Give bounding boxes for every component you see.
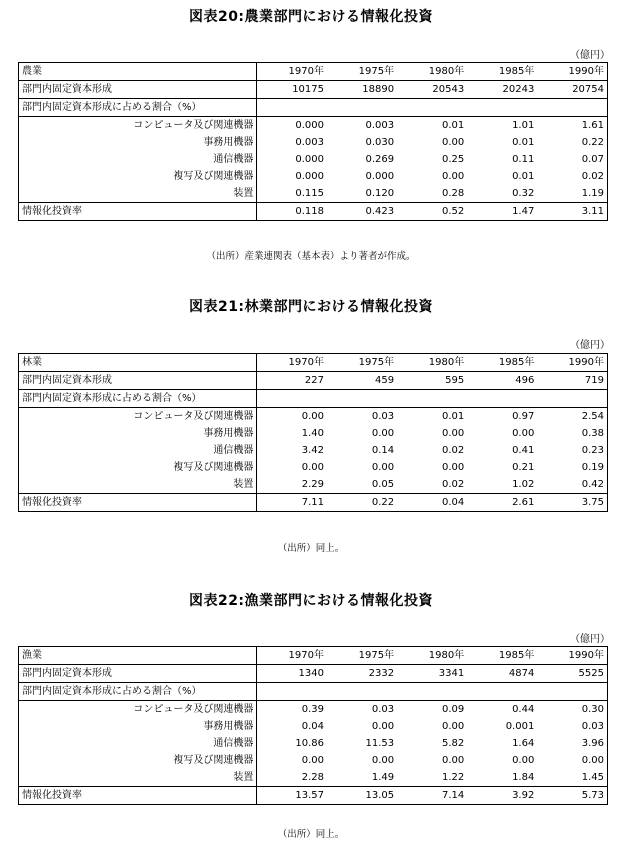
table-row bbox=[19, 701, 608, 719]
row-value: 0.03 bbox=[371, 704, 395, 715]
capital-value: 496 bbox=[467, 372, 537, 390]
empty-cell bbox=[257, 683, 327, 701]
row-value: 5.82 bbox=[441, 738, 465, 749]
share-label: 部門内固定資本形成に占める割合（%） bbox=[19, 390, 257, 408]
row-value: 0.00 bbox=[371, 462, 395, 473]
row-label: 通信機器 bbox=[19, 735, 257, 752]
row-value: 3.96 bbox=[537, 735, 607, 752]
unit-label: （億円） bbox=[570, 634, 610, 645]
total-row bbox=[19, 787, 608, 805]
year-header: 1980年 bbox=[397, 63, 467, 81]
unit-label: （億円） bbox=[570, 340, 610, 351]
row-value: 0.25 bbox=[441, 154, 465, 165]
row-value: 0.00 bbox=[512, 755, 535, 766]
row-value: 1.19 bbox=[537, 185, 607, 203]
row-value: 1.22 bbox=[397, 769, 467, 787]
row-value: 0.269 bbox=[365, 154, 395, 165]
row-value: 0.00 bbox=[441, 755, 465, 766]
total-value: 7.14 bbox=[397, 787, 467, 805]
total-value: 2.61 bbox=[467, 494, 537, 512]
table-row bbox=[19, 752, 608, 769]
row-value: 0.000 bbox=[295, 171, 324, 182]
capital-value: 1340 bbox=[257, 665, 327, 683]
row-value: 0.01 bbox=[512, 171, 535, 182]
capital-row bbox=[19, 665, 608, 683]
total-value: 0.04 bbox=[397, 494, 467, 512]
header-row bbox=[19, 647, 608, 665]
table-row bbox=[19, 185, 608, 203]
row-value: 0.00 bbox=[371, 428, 395, 439]
row-value: 0.00 bbox=[441, 137, 465, 148]
row-value: 0.03 bbox=[371, 411, 395, 422]
total-value: 0.423 bbox=[327, 203, 397, 221]
row-value: 0.38 bbox=[537, 425, 607, 442]
row-value: 0.01 bbox=[512, 137, 535, 148]
row-value: 0.01 bbox=[441, 411, 465, 422]
row-value: 0.00 bbox=[371, 721, 395, 732]
capital-value: 2332 bbox=[327, 665, 397, 683]
row-value: 0.42 bbox=[537, 476, 607, 494]
row-value: 0.02 bbox=[397, 476, 467, 494]
capital-value: 3341 bbox=[397, 665, 467, 683]
table-row bbox=[19, 408, 608, 426]
row-label: 複写及び関連機器 bbox=[19, 459, 257, 476]
table-row bbox=[19, 168, 608, 185]
row-value: 1.02 bbox=[467, 476, 537, 494]
row-value: 0.00 bbox=[301, 411, 324, 422]
empty-cell bbox=[327, 390, 397, 408]
empty-cell bbox=[537, 390, 607, 408]
share-header-row bbox=[19, 390, 608, 408]
year-header: 1980年 bbox=[397, 354, 467, 372]
row-value: 10.86 bbox=[295, 738, 324, 749]
total-value: 3.75 bbox=[537, 494, 607, 512]
year-header: 1975年 bbox=[327, 63, 397, 81]
header-row bbox=[19, 354, 608, 372]
row-value: 0.02 bbox=[537, 168, 607, 185]
row-value: 0.115 bbox=[257, 185, 327, 203]
year-header: 1985年 bbox=[467, 647, 537, 665]
total-value: 5.73 bbox=[537, 787, 607, 805]
empty-cell bbox=[257, 99, 327, 117]
table-row bbox=[19, 735, 608, 752]
row-value: 0.02 bbox=[441, 445, 465, 456]
empty-cell bbox=[537, 99, 607, 117]
capital-value: 20543 bbox=[397, 81, 467, 99]
row-label: 通信機器 bbox=[19, 442, 257, 459]
empty-cell bbox=[327, 683, 397, 701]
row-value: 0.05 bbox=[327, 476, 397, 494]
total-row bbox=[19, 494, 608, 512]
sector-label: 農業 bbox=[19, 63, 257, 81]
table-title: 図表22:漁業部門における情報化投資 bbox=[188, 593, 434, 609]
capital-value: 5525 bbox=[537, 665, 607, 683]
row-value: 0.003 bbox=[365, 120, 395, 131]
total-value: 0.22 bbox=[327, 494, 397, 512]
capital-label: 部門内固定資本形成 bbox=[19, 665, 257, 683]
row-value: 1.61 bbox=[537, 117, 607, 135]
empty-cell bbox=[467, 683, 537, 701]
capital-value: 595 bbox=[397, 372, 467, 390]
row-value: 1.64 bbox=[512, 738, 535, 749]
row-value: 0.00 bbox=[371, 755, 395, 766]
row-value: 1.40 bbox=[301, 428, 324, 439]
total-value: 3.11 bbox=[537, 203, 607, 221]
row-label: 装置 bbox=[19, 185, 257, 203]
table-row bbox=[19, 151, 608, 168]
row-label: 複写及び関連機器 bbox=[19, 752, 257, 769]
empty-cell bbox=[467, 390, 537, 408]
row-value: 1.49 bbox=[327, 769, 397, 787]
empty-cell bbox=[327, 99, 397, 117]
row-label: コンピュータ及び関連機器 bbox=[19, 701, 257, 719]
empty-cell bbox=[397, 683, 467, 701]
table-title: 図表21:林業部門における情報化投資 bbox=[188, 299, 434, 315]
year-header: 1970年 bbox=[257, 63, 327, 81]
year-header: 1975年 bbox=[327, 647, 397, 665]
row-value: 1.84 bbox=[467, 769, 537, 787]
row-label: 事務用機器 bbox=[19, 718, 257, 735]
total-value: 0.118 bbox=[257, 203, 327, 221]
row-value: 0.00 bbox=[441, 171, 465, 182]
row-value: 0.09 bbox=[441, 704, 465, 715]
row-value: 1.45 bbox=[537, 769, 607, 787]
row-value: 0.32 bbox=[467, 185, 537, 203]
empty-cell bbox=[397, 390, 467, 408]
total-label: 情報化投資率 bbox=[19, 203, 257, 221]
capital-value: 227 bbox=[257, 372, 327, 390]
row-value: 0.23 bbox=[537, 442, 607, 459]
share-label: 部門内固定資本形成に占める割合（%） bbox=[19, 99, 257, 117]
share-header-row bbox=[19, 683, 608, 701]
table-row bbox=[19, 769, 608, 787]
row-value: 0.30 bbox=[537, 701, 607, 719]
header-row bbox=[19, 63, 608, 81]
row-value: 0.11 bbox=[512, 154, 535, 165]
row-value: 2.28 bbox=[257, 769, 327, 787]
source-note: （出所）同上。 bbox=[277, 829, 345, 840]
total-label: 情報化投資率 bbox=[19, 494, 257, 512]
row-label: 事務用機器 bbox=[19, 134, 257, 151]
capital-label: 部門内固定資本形成 bbox=[19, 81, 257, 99]
capital-value: 10175 bbox=[257, 81, 327, 99]
capital-value: 20754 bbox=[537, 81, 607, 99]
row-value: 0.00 bbox=[441, 428, 465, 439]
capital-value: 18890 bbox=[327, 81, 397, 99]
year-header: 1985年 bbox=[467, 63, 537, 81]
share-header-row bbox=[19, 99, 608, 117]
source-note: （出所）同上。 bbox=[277, 543, 345, 554]
table-row bbox=[19, 718, 608, 735]
table-row bbox=[19, 134, 608, 151]
row-value: 0.04 bbox=[301, 721, 324, 732]
total-value: 0.52 bbox=[397, 203, 467, 221]
row-value: 0.001 bbox=[505, 721, 535, 732]
year-header: 1990年 bbox=[537, 647, 607, 665]
empty-cell bbox=[467, 99, 537, 117]
empty-cell bbox=[257, 390, 327, 408]
row-label: コンピュータ及び関連機器 bbox=[19, 408, 257, 426]
row-value: 11.53 bbox=[365, 738, 395, 749]
row-value: 0.01 bbox=[441, 120, 465, 131]
row-value: 1.01 bbox=[512, 120, 535, 131]
empty-cell bbox=[397, 99, 467, 117]
row-value: 2.29 bbox=[257, 476, 327, 494]
row-value: 0.003 bbox=[295, 137, 324, 148]
year-header: 1990年 bbox=[537, 63, 607, 81]
year-header: 1970年 bbox=[257, 647, 327, 665]
row-value: 0.28 bbox=[397, 185, 467, 203]
total-value: 13.05 bbox=[327, 787, 397, 805]
year-header: 1990年 bbox=[537, 354, 607, 372]
row-value: 0.39 bbox=[301, 704, 324, 715]
row-label: コンピュータ及び関連機器 bbox=[19, 117, 257, 135]
sector-label: 漁業 bbox=[19, 647, 257, 665]
table-row bbox=[19, 442, 608, 459]
year-header: 1970年 bbox=[257, 354, 327, 372]
total-row bbox=[19, 203, 608, 221]
row-label: 事務用機器 bbox=[19, 425, 257, 442]
row-value: 0.07 bbox=[537, 151, 607, 168]
row-value: 0.120 bbox=[327, 185, 397, 203]
total-value: 3.92 bbox=[467, 787, 537, 805]
row-value: 0.21 bbox=[512, 462, 535, 473]
year-header: 1980年 bbox=[397, 647, 467, 665]
year-header: 1985年 bbox=[467, 354, 537, 372]
total-label: 情報化投資率 bbox=[19, 787, 257, 805]
year-header: 1975年 bbox=[327, 354, 397, 372]
table-title: 図表20:農業部門における情報化投資 bbox=[188, 9, 434, 25]
total-value: 1.47 bbox=[467, 203, 537, 221]
row-value: 0.44 bbox=[512, 704, 535, 715]
sector-label: 林業 bbox=[19, 354, 257, 372]
row-value: 0.41 bbox=[512, 445, 535, 456]
row-value: 0.00 bbox=[441, 721, 465, 732]
capital-value: 4874 bbox=[467, 665, 537, 683]
table-row bbox=[19, 476, 608, 494]
row-value: 0.14 bbox=[371, 445, 395, 456]
row-value: 0.00 bbox=[301, 755, 324, 766]
row-value: 0.000 bbox=[365, 171, 395, 182]
row-value: 0.030 bbox=[365, 137, 395, 148]
table-row bbox=[19, 117, 608, 135]
total-value: 7.11 bbox=[257, 494, 327, 512]
data-table bbox=[18, 646, 608, 805]
row-value: 0.00 bbox=[301, 462, 324, 473]
capital-value: 20243 bbox=[467, 81, 537, 99]
row-value: 0.00 bbox=[537, 752, 607, 769]
row-label: 通信機器 bbox=[19, 151, 257, 168]
row-value: 0.000 bbox=[295, 154, 324, 165]
row-label: 複写及び関連機器 bbox=[19, 168, 257, 185]
row-value: 0.000 bbox=[295, 120, 324, 131]
row-value: 2.54 bbox=[537, 408, 607, 426]
row-value: 0.00 bbox=[512, 428, 535, 439]
row-value: 0.22 bbox=[537, 134, 607, 151]
table-row bbox=[19, 459, 608, 476]
capital-value: 719 bbox=[537, 372, 607, 390]
row-value: 3.42 bbox=[301, 445, 324, 456]
total-value: 13.57 bbox=[257, 787, 327, 805]
unit-label: （億円） bbox=[570, 50, 610, 61]
capital-label: 部門内固定資本形成 bbox=[19, 372, 257, 390]
capital-row bbox=[19, 81, 608, 99]
capital-value: 459 bbox=[327, 372, 397, 390]
table-row bbox=[19, 425, 608, 442]
share-label: 部門内固定資本形成に占める割合（%） bbox=[19, 683, 257, 701]
row-value: 0.97 bbox=[512, 411, 535, 422]
data-table bbox=[18, 62, 608, 221]
capital-row bbox=[19, 372, 608, 390]
row-value: 0.19 bbox=[537, 459, 607, 476]
data-table bbox=[18, 353, 608, 512]
row-value: 0.03 bbox=[537, 718, 607, 735]
row-label: 装置 bbox=[19, 476, 257, 494]
row-value: 0.00 bbox=[441, 462, 465, 473]
empty-cell bbox=[537, 683, 607, 701]
source-note: （出所）産業連関表（基本表）より著者が作成。 bbox=[206, 251, 416, 262]
row-label: 装置 bbox=[19, 769, 257, 787]
